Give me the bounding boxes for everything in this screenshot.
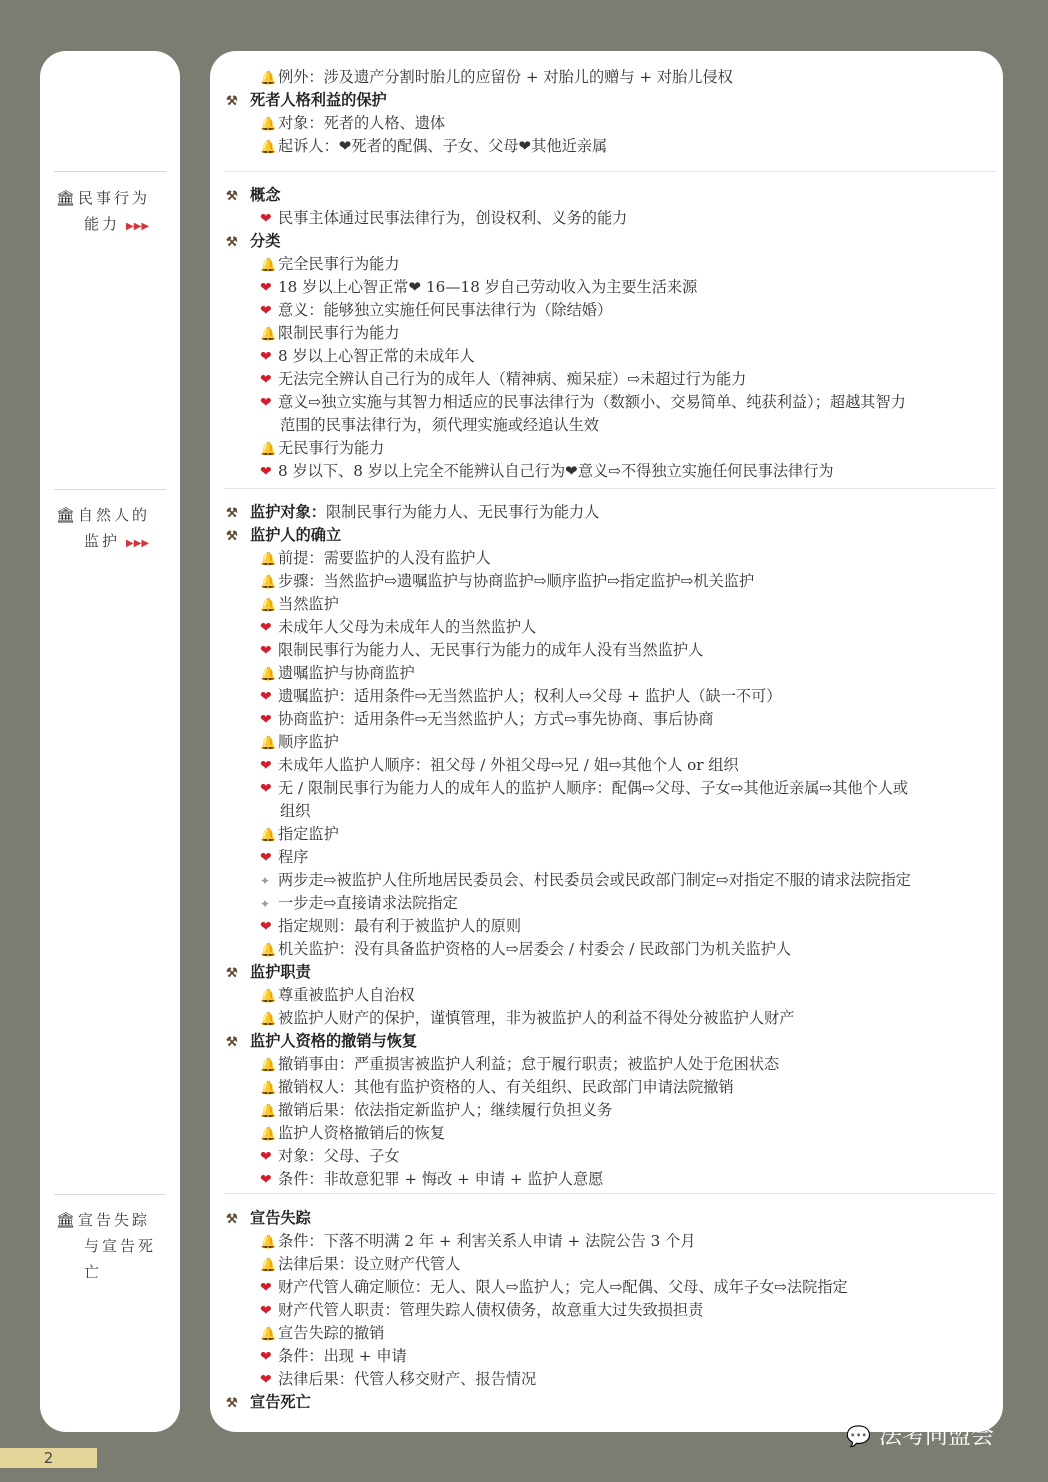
list-item [226, 368, 995, 391]
list-item [226, 135, 995, 158]
sidebar-section-guardianship [56, 502, 174, 557]
item-text: 死者人格利益的保护 [250, 91, 387, 109]
heart-icon: ❤ [260, 781, 272, 797]
list-item [226, 1276, 995, 1299]
triple-arrow-icon: ▶▶▶ [126, 221, 150, 232]
item-text: 组织 [280, 802, 311, 820]
page-number: 2 [0, 1448, 97, 1468]
item-text: 意义：能够独立实施任何民事法律行为（除结婚） [278, 301, 613, 319]
heart-icon: ❤ [260, 1303, 272, 1319]
item-text: 条件：非故意犯罪 + 悔改 + 申请 + 监护人意愿 [278, 1170, 604, 1188]
list-item [226, 938, 995, 961]
temple-icon: 🏛 [56, 189, 79, 207]
item-text: 无法完全辨认自己行为的成年人（精神病、痴呆症）⇨未超过行为能力 [278, 370, 747, 388]
sidebar-section-line: 宣告失踪 [78, 1211, 151, 1229]
sidebar-section-line: 亡 [84, 1263, 103, 1281]
item-text: 宣告死亡 [250, 1393, 311, 1411]
item-text: 财产代管人确定顺位：无人、限人⇨监护人；完人⇨配偶、父母、成年子女⇨法院指定 [278, 1278, 848, 1296]
item-text: 监护人资格的撤销与恢复 [250, 1032, 418, 1050]
bell-icon: 🔔 [260, 1127, 277, 1142]
list-item [226, 662, 995, 685]
item-text: 财产代管人职责：管理失踪人债权债务，故意重大过失致损担责 [278, 1301, 704, 1319]
wechat-icon: 💬 [846, 1424, 871, 1448]
heart-icon: ❤ [260, 1149, 272, 1165]
item-text: 监护对象： [250, 503, 326, 521]
list-item [226, 1168, 995, 1191]
item-text: 前提：需要监护的人没有监护人 [278, 549, 491, 567]
bell-icon: 🔔 [260, 258, 277, 273]
bell-icon: 🔔 [260, 442, 277, 457]
bell-icon: 🔔 [260, 1258, 277, 1273]
list-item [226, 800, 995, 823]
heart-icon: ❤ [260, 211, 272, 227]
watermark [846, 1419, 994, 1453]
bell-icon: 🔔 [260, 1058, 277, 1073]
list-item [226, 593, 995, 616]
item-text: 协商监护：适用条件⇨无当然监护人；方式⇨事先协商、事后协商 [278, 710, 714, 728]
list-item [226, 299, 995, 322]
gavel-icon: ⚒ [226, 506, 238, 521]
heart-icon: ❤ [260, 1172, 272, 1188]
heart-icon: ❤ [260, 1280, 272, 1296]
content-block-missing-death [226, 1207, 995, 1414]
sidebar-divider [54, 489, 166, 490]
item-text: 完全民事行为能力 [278, 255, 400, 273]
bell-icon: 🔔 [260, 117, 277, 132]
heart-icon: ❤ [260, 395, 272, 411]
list-item [226, 414, 995, 437]
item-text: 限制民事行为能力 [278, 324, 400, 342]
heading-row [226, 1207, 995, 1230]
item-text: 当然监护 [278, 595, 339, 613]
list-item [226, 1007, 995, 1030]
list-item [226, 823, 995, 846]
heart-icon: ❤ [260, 850, 272, 866]
bell-icon: 🔔 [260, 667, 277, 682]
item-text: 条件：出现 + 申请 [278, 1347, 407, 1365]
list-item [226, 1099, 995, 1122]
item-text: 遗嘱监护：适用条件⇨无当然监护人；权利人⇨父母 + 监护人（缺一不可） [278, 687, 782, 705]
item-text: 撤销事由：严重损害被监护人利益；怠于履行职责；被监护人处于危困状态 [278, 1055, 780, 1073]
gavel-icon: ⚒ [226, 94, 238, 109]
list-item [226, 731, 995, 754]
list-item [226, 570, 995, 593]
list-item [226, 1230, 995, 1253]
bell-icon: 🔔 [260, 1104, 277, 1119]
bell-icon: 🔔 [260, 828, 277, 843]
heading-row [226, 230, 995, 253]
item-text: 例外：涉及遗产分割时胎儿的应留份 + 对胎儿的赠与 + 对胎儿侵权 [278, 68, 733, 86]
gavel-icon: ⚒ [226, 1396, 238, 1411]
item-text: 范围的民事法律行为，须代理实施或经追认生效 [280, 416, 599, 434]
bell-icon: 🔔 [260, 71, 277, 86]
item-text: 18 岁以上心智正常❤ 16—18 岁自己劳动收入为主要生活来源 [278, 278, 698, 296]
list-item [226, 547, 995, 570]
item-text: 监护人资格撤销后的恢复 [278, 1124, 446, 1142]
list-item [226, 1053, 995, 1076]
item-text: 条件：下落不明满 2 年 + 利害关系人申请 + 法院公告 3 个月 [278, 1232, 696, 1250]
heading-row [226, 89, 995, 112]
heart-icon: ❤ [260, 280, 272, 296]
list-item [226, 253, 995, 276]
item-text: 指定监护 [278, 825, 339, 843]
list-item [226, 112, 995, 135]
content-block-civil-capacity [226, 184, 995, 483]
list-item [226, 1345, 995, 1368]
sidebar-section-line: 与宣告死 [84, 1237, 157, 1255]
item-text: 未成年人监护人顺序：祖父母 / 外祖父母⇨兄 / 姐⇨其他个人 or 组织 [278, 756, 739, 774]
section-divider [224, 171, 996, 172]
item-text: 8 岁以上心智正常的未成年人 [278, 347, 475, 365]
heart-icon: ❤ [260, 303, 272, 319]
heart-icon: ❤ [260, 464, 272, 480]
list-item [226, 207, 995, 230]
list-item [226, 984, 995, 1007]
bell-icon: 🔔 [260, 327, 277, 342]
bell-icon: 🔔 [260, 140, 277, 155]
item-text: 宣告失踪的撤销 [278, 1324, 385, 1342]
list-item [226, 276, 995, 299]
list-item [226, 345, 995, 368]
list-item [226, 777, 995, 800]
heading-row [226, 1391, 995, 1414]
item-text: 撤销权人：其他有监护资格的人、有关组织、民政部门申请法院撤销 [278, 1078, 734, 1096]
gavel-icon: ⚒ [226, 189, 238, 204]
list-item [226, 1076, 995, 1099]
list-item [226, 639, 995, 662]
bell-icon: 🔔 [260, 552, 277, 567]
item-text: 起诉人：❤死者的配偶、子女、父母❤其他近亲属 [278, 137, 608, 155]
gavel-icon: ⚒ [226, 1212, 238, 1227]
heart-icon: ❤ [260, 349, 272, 365]
heading-row [226, 184, 995, 207]
item-text: 未成年人父母为未成年人的当然监护人 [278, 618, 537, 636]
list-item [226, 1299, 995, 1322]
section-divider [224, 1193, 996, 1194]
item-text: 民事主体通过民事法律行为，创设权利、义务的能力 [278, 209, 628, 227]
item-text: 法律后果：代管人移交财产、报告情况 [278, 1370, 537, 1388]
list-item [226, 616, 995, 639]
sidebar-section-missing-death [56, 1207, 174, 1285]
bell-icon: 🔔 [260, 736, 277, 751]
bell-icon: 🔔 [260, 1235, 277, 1250]
star-icon: ✦ [260, 897, 271, 911]
sidebar-section-line: 自然人的 [78, 506, 151, 524]
section-divider [224, 488, 996, 489]
content-panel [210, 51, 1003, 1432]
temple-icon: 🏛 [56, 506, 79, 524]
list-item [226, 1253, 995, 1276]
heading-row [226, 961, 995, 984]
list-item [226, 322, 995, 345]
bell-icon: 🔔 [260, 575, 277, 590]
item-text: 监护人的确立 [250, 526, 342, 544]
heart-icon: ❤ [260, 919, 272, 935]
item-text: 8 岁以下、8 岁以上完全不能辨认自己行为❤意义⇨不得独立实施任何民事法律行为 [278, 462, 834, 480]
bell-icon: 🔔 [260, 989, 277, 1004]
sidebar-section-civil-capacity [56, 185, 174, 240]
list-item [226, 846, 995, 869]
list-item [226, 1145, 995, 1168]
bell-icon: 🔔 [260, 943, 277, 958]
bell-icon: 🔔 [260, 598, 277, 613]
star-icon: ✦ [260, 874, 271, 888]
item-text: 两步走⇨被监护人住所地居民委员会、村民委员会或民政部门制定⇨对指定不服的请求法院指定 [278, 871, 911, 889]
item-text: 机关监护：没有具备监护资格的人⇨居委会 / 村委会 / 民政部门为机关监护人 [278, 940, 792, 958]
list-item [226, 437, 995, 460]
bell-icon: 🔔 [260, 1012, 277, 1027]
item-text: 无 / 限制民事行为能力人的成年人的监护人顺序：配偶⇨父母、子女⇨其他近亲属⇨其他个人或 [278, 779, 909, 797]
sidebar-section-line: 监护 [84, 532, 121, 550]
item-text: 宣告失踪 [250, 1209, 311, 1227]
item-text: 程序 [278, 848, 309, 866]
list-item [226, 869, 995, 892]
item-text: 监护职责 [250, 963, 311, 981]
item-text: 分类 [250, 232, 281, 250]
heart-icon: ❤ [260, 1372, 272, 1388]
list-item [226, 1122, 995, 1145]
content-block-guardianship [226, 501, 995, 1191]
list-item [226, 892, 995, 915]
sidebar-panel [40, 51, 180, 1432]
list-item [226, 66, 995, 89]
item-text: 法律后果：设立财产代管人 [278, 1255, 461, 1273]
list-item [226, 1368, 995, 1391]
sidebar-divider [54, 1194, 166, 1195]
item-text: 顺序监护 [278, 733, 339, 751]
content-block-fetus-deceased [226, 66, 995, 158]
item-text: 被监护人财产的保护，谨慎管理，非为被监护人的利益不得处分被监护人财产 [278, 1009, 795, 1027]
item-text: 一步走⇨直接请求法院指定 [278, 894, 458, 912]
heading-row [226, 1030, 995, 1053]
item-text-tail: 限制民事行为能力人、无民事行为能力人 [325, 503, 600, 521]
item-text: 遗嘱监护与协商监护 [278, 664, 415, 682]
heading-row [226, 501, 995, 524]
heart-icon: ❤ [260, 1349, 272, 1365]
bell-icon: 🔔 [260, 1327, 277, 1342]
heart-icon: ❤ [260, 643, 272, 659]
triple-arrow-icon: ▶▶▶ [126, 538, 150, 549]
list-item [226, 754, 995, 777]
item-text: 意义⇨独立实施与其智力相适应的民事法律行为（数额小、交易简单、纯获利益）；超越其智力 [278, 393, 906, 411]
gavel-icon: ⚒ [226, 1035, 238, 1050]
heart-icon: ❤ [260, 372, 272, 388]
heart-icon: ❤ [260, 689, 272, 705]
gavel-icon: ⚒ [226, 966, 238, 981]
item-text: 概念 [250, 186, 281, 204]
list-item [226, 708, 995, 731]
sidebar-section-line: 能力 [84, 215, 121, 233]
list-item [226, 460, 995, 483]
list-item [226, 391, 995, 414]
list-item [226, 915, 995, 938]
item-text: 对象：死者的人格、遗体 [278, 114, 446, 132]
item-text: 无民事行为能力 [278, 439, 385, 457]
heart-icon: ❤ [260, 620, 272, 636]
item-text: 对象：父母、子女 [278, 1147, 400, 1165]
heart-icon: ❤ [260, 712, 272, 728]
bell-icon: 🔔 [260, 1081, 277, 1096]
list-item [226, 1322, 995, 1345]
item-text: 指定规则：最有利于被监护人的原则 [278, 917, 521, 935]
watermark-text: 法考同盟会 [878, 1423, 994, 1449]
sidebar-section-line: 民事行为 [78, 189, 151, 207]
item-text: 撤销后果：依法指定新监护人；继续履行负担义务 [278, 1101, 613, 1119]
item-text: 尊重被监护人自治权 [278, 986, 415, 1004]
item-text: 限制民事行为能力人、无民事行为能力的成年人没有当然监护人 [278, 641, 704, 659]
list-item [226, 685, 995, 708]
gavel-icon: ⚒ [226, 235, 238, 250]
heading-row [226, 524, 995, 547]
sidebar-divider [54, 171, 166, 172]
temple-icon: 🏛 [56, 1211, 79, 1229]
item-text: 步骤：当然监护⇨遗嘱监护与协商监护⇨顺序监护⇨指定监护⇨机关监护 [278, 572, 755, 590]
heart-icon: ❤ [260, 758, 272, 774]
gavel-icon: ⚒ [226, 529, 238, 544]
